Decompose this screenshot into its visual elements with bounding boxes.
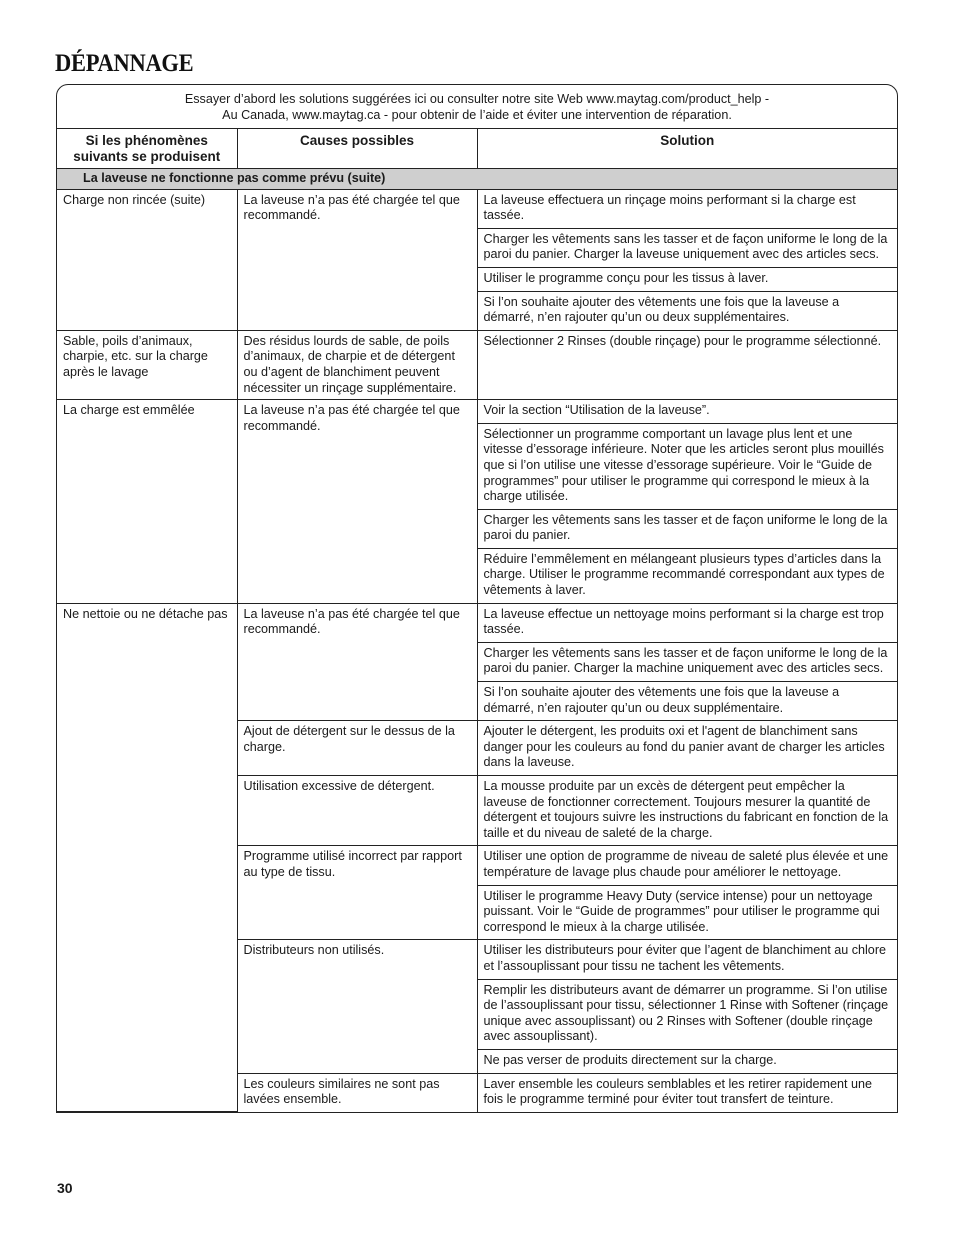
- solution-cell: Ne pas verser de produits directement sur la charge.: [477, 1049, 897, 1073]
- cause-cell: La laveuse n’a pas été chargée tel que recommandé.: [237, 400, 477, 604]
- section-row: [57, 169, 897, 190]
- table-row: [57, 189, 897, 228]
- solution-cell: Utiliser une option de programme de niveau de saleté plus élevée et une température de lavage plus chaude pour améliorer le nettoyage.: [477, 846, 897, 885]
- solution-cell: Si l’on souhaite ajouter des vêtements une fois que la laveuse a démarré, n’en rajouter qu’un ou deux supplémentaire.: [477, 682, 897, 721]
- cause-cell: Distributeurs non utilisés.: [237, 940, 477, 1073]
- solution-cell: La mousse produite par un excès de détergent peut empêcher la laveuse de fonctionner correctement. Toujours mesurer la quantité de détergent et toujours suivre les instructions du fabricant en fonction de la taille et du niveau de saleté de la charge.: [477, 776, 897, 846]
- symptom-cell: Ne nettoie ou ne détache pas: [57, 603, 237, 1112]
- table-row: [57, 400, 897, 424]
- intro-line-1: Essayer d’abord les solutions suggérées ici ou consulter notre site Web www.maytag.com/product_help -: [184, 92, 770, 106]
- table-header-row: [57, 129, 897, 169]
- intro-line-2: Au Canada, www.maytag.ca - pour obtenir de l’aide et éviter une intervention de réparation.: [222, 107, 732, 122]
- solution-cell: La laveuse effectuera un rinçage moins performant si la charge est tassée.: [477, 189, 897, 228]
- solution-cell: Charger les vêtements sans les tasser et de façon uniforme le long de la paroi du panier. Charger la machine uniquement avec des articles secs.: [477, 642, 897, 681]
- cause-cell: Utilisation excessive de détergent.: [237, 776, 477, 846]
- page-number: 30: [57, 1180, 73, 1196]
- solution-cell: Charger les vêtements sans les tasser et de façon uniforme le long de la paroi du panier. Charger la laveuse uniquement avec des articles secs.: [477, 228, 897, 267]
- cause-cell: Les couleurs similaires ne sont pas lavées ensemble.: [237, 1073, 477, 1112]
- troubleshooting-frame: [56, 84, 898, 1113]
- solution-cell: Sélectionner un programme comportant un lavage plus lent et une vitesse d’essorage inférieure. Noter que les articles seront plus mouillés que si l’on utilise une vitesse d’essorage supérieure. Voir le “Guide de programmes” pour utiliser le programme qui correspond le mieux à la charge utilisée.: [477, 423, 897, 509]
- section-title: La laveuse ne fonctionne pas comme prévu (suite): [57, 169, 897, 190]
- table-body: [57, 169, 897, 1112]
- solution-cell: La laveuse effectue un nettoyage moins performant si la charge est trop tassée.: [477, 603, 897, 642]
- symptom-cell: Sable, poils d’animaux, charpie, etc. sur la charge après le lavage: [57, 330, 237, 399]
- header-causes: Causes possibles: [237, 129, 477, 169]
- solution-cell: Ajouter le détergent, les produits oxi et l'agent de blanchiment sans danger pour les couleurs au fond du panier avant de charger les articles dans la laveuse.: [477, 721, 897, 776]
- solution-cell: Réduire l’emmêlement en mélangeant plusieurs types d’articles dans la charge. Utiliser le programme recommandé correspondant aux types de vêtements à laver.: [477, 548, 897, 603]
- symptom-cell: Charge non rincée (suite): [57, 189, 237, 330]
- intro-note: [57, 85, 897, 129]
- cause-cell: La laveuse n’a pas été chargée tel que recommandé.: [237, 603, 477, 721]
- cause-cell: La laveuse n’a pas été chargée tel que recommandé.: [237, 189, 477, 330]
- solution-cell: Laver ensemble les couleurs semblables et les retirer rapidement une fois le programme terminé pour éviter tout transfert de teinture.: [483, 1076, 873, 1107]
- solution-cell: Si l’on souhaite ajouter des vêtements une fois que la laveuse a démarré, n’en rajouter qu’un ou deux supplémentaires.: [477, 291, 897, 330]
- cause-cell: Ajout de détergent sur le dessus de la charge.: [237, 721, 477, 776]
- troubleshooting-table: [57, 129, 897, 1112]
- solution-cell: Remplir les distributeurs avant de démarrer un programme. Si l’on utilise de l’assouplissant pour tissu, sélectionner 1 Rinse with Softener (rinçage unique avec assouplissant) ou 2 Rinses with Softener (double rinçage avec assouplissant).: [477, 979, 897, 1049]
- table-row: [57, 603, 897, 642]
- table-row: [57, 330, 897, 399]
- header-solution: Solution: [477, 129, 897, 169]
- page-title: DÉPANNAGE: [55, 50, 194, 77]
- cause-cell: Des résidus lourds de sable, de poils d’animaux, de charpie et de détergent ou d’agent de blanchiment peuvent nécessiter un rinçage supplémentaire.: [237, 330, 477, 399]
- solution-cell: Sélectionner 2 Rinses (double rinçage) pour le programme sélectionné.: [477, 330, 897, 399]
- symptom-cell: La charge est emmêlée: [57, 400, 237, 604]
- solution-cell: Voir la section “Utilisation de la laveuse”.: [477, 400, 897, 424]
- cause-cell: Programme utilisé incorrect par rapport au type de tissu.: [237, 846, 477, 940]
- solution-cell: Utiliser le programme conçu pour les tissus à laver.: [477, 267, 897, 291]
- solution-cell: Utiliser les distributeurs pour éviter que l’agent de blanchiment au chlore et l’assouplissant pour tissu ne tachent les vêtements.: [477, 940, 897, 979]
- solution-cell: Charger les vêtements sans les tasser et de façon uniforme le long de la paroi du panier.: [477, 509, 897, 548]
- header-symptom: Si les phénomènes suivants se produisent: [57, 129, 237, 169]
- solution-cell: Utiliser le programme Heavy Duty (service intense) pour un nettoyage puissant. Voir le “Guide de programmes” pour utiliser le programme qui correspond le mieux à la charge utilisée.: [477, 885, 897, 940]
